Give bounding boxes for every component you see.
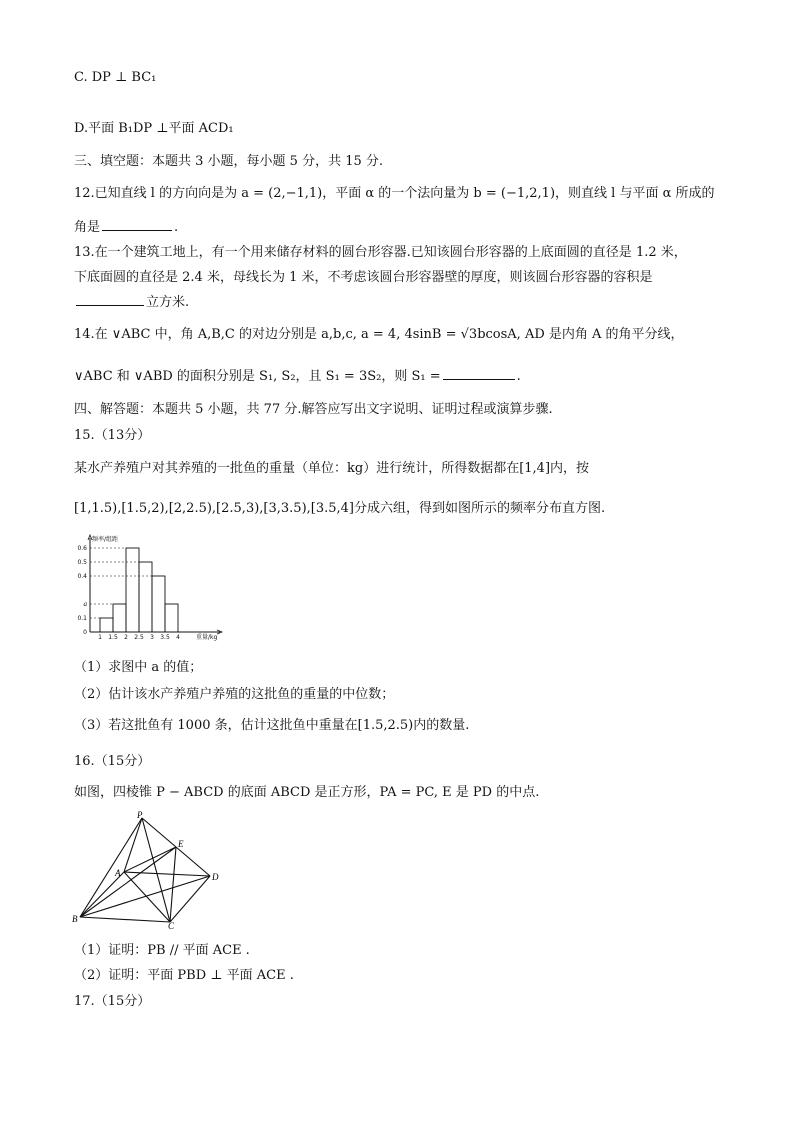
- histogram-x-tick: 1.5: [108, 634, 118, 641]
- histogram-y-tick: 0.4: [77, 573, 87, 580]
- vertex-b-label: B: [72, 914, 78, 924]
- histogram-y-tick: 0.5: [77, 559, 87, 566]
- q12-answer-blank[interactable]: [102, 229, 172, 231]
- option-c: C. DP ⊥ BC₁: [74, 70, 157, 85]
- q15-part2: （2）估计该水产养殖户养殖的这批鱼的重量的中位数；: [74, 687, 395, 702]
- histogram-ylabel: 频率/组距: [92, 536, 119, 543]
- histogram-x-tick: 1: [98, 634, 102, 641]
- q12-line1: 12.已知直线 l 的方向向是为 a = (2,−1,1)，平面 α 的一个法向量为 b = (−1,2,1)，则直线 l 与平面 α 所成的: [74, 186, 715, 201]
- histogram-bar: [152, 576, 165, 632]
- vertex-p-label: P: [137, 810, 143, 820]
- q16-part1: （1）证明：PB // 平面 ACE .: [74, 943, 250, 958]
- q14-line2: [74, 365, 521, 384]
- q15-text1: 某水产养殖户对其养殖的一批鱼的重量（单位：kg）进行统计，所得数据都在[1,4]内，按: [74, 461, 590, 476]
- histogram-x-tick: 4: [176, 634, 180, 641]
- histogram-y-tick: 0.6: [77, 545, 87, 552]
- q13-suffix: 立方米.: [146, 295, 190, 310]
- histogram-bar: [126, 548, 139, 632]
- q12-prefix: 角是: [74, 220, 101, 235]
- histogram-x-tick: 2: [124, 634, 128, 641]
- q16-header: 16.（15分）: [74, 754, 151, 769]
- vertex-a-label: A: [115, 868, 121, 878]
- q15-header: 15.（13分）: [74, 428, 151, 443]
- histogram-y-tick: 0.1: [77, 615, 87, 622]
- q14-prefix: ∨ABC 和 ∨ABD 的面积分别是 S₁, S₂，且 S₁ = 3S₂，则 S₁ =: [74, 369, 441, 384]
- histogram-x-tick: 3.5: [160, 634, 170, 641]
- vertex-e-label: E: [178, 839, 184, 849]
- histogram-bar: [100, 618, 113, 632]
- histogram-x-tick: 2.5: [134, 634, 144, 641]
- q14-answer-blank[interactable]: [443, 378, 515, 380]
- histogram-bar: [165, 604, 178, 632]
- histogram-x-tick: 3: [150, 634, 154, 641]
- q13-line3: [74, 291, 189, 310]
- histogram-bar: [139, 562, 152, 632]
- q14-suffix: .: [516, 369, 521, 384]
- section4-header: 四、解答题：本题共 5 小题，共 77 分.解答应写出文字说明、证明过程或演算步骤.: [74, 402, 553, 417]
- vertex-d-label: D: [212, 872, 219, 882]
- q17-header: 17.（15分）: [74, 994, 151, 1009]
- histogram-xlabel: 重量/kg: [196, 634, 218, 641]
- q13-answer-blank[interactable]: [76, 304, 144, 306]
- q12-suffix: .: [174, 220, 179, 235]
- option-d: D.平面 B₁DP ⊥平面 ACD₁: [74, 121, 234, 136]
- q14-line1: 14.在 ∨ABC 中，角 A,B,C 的对边分别是 a,b,c, a = 4, 4sinB = √3bcosA, AD 是内角 A 的角平分线，: [74, 327, 684, 342]
- q13-line1: 13.在一个建筑工地上，有一个用来储存材料的圆台形容器.已知该圆台形容器的上底面圆的直径是 1.2 米，: [74, 245, 687, 260]
- q15-part3: （3）若这批鱼有 1000 条，估计这批鱼中重量在[1.5,2.5)内的数量.: [74, 718, 470, 733]
- q12-line2: [74, 216, 178, 235]
- q15-part1: （1）求图中 a 的值；: [74, 660, 203, 675]
- q16-part2: （2）证明：平面 PBD ⊥ 平面 ACE .: [74, 968, 294, 983]
- section3-header: 三、填空题：本题共 3 小题，每小题 5 分，共 15 分.: [74, 154, 384, 169]
- histogram-bar: [113, 604, 126, 632]
- histogram-y-tick: 0: [83, 629, 87, 636]
- q16-text: 如图，四棱锥 P − ABCD 的底面 ABCD 是正方形，PA = PC, E 是 PD 的中点.: [74, 785, 540, 800]
- pyramid-figure: [70, 810, 230, 930]
- histogram-y-tick: a: [83, 600, 87, 608]
- vertex-c-label: C: [168, 921, 175, 930]
- q13-line2: 下底面圆的直径是 2.4 米，母线长为 1 米，不考虑该圆台形容器壁的厚度，则该圆台形容器的容积是: [74, 270, 653, 285]
- q15-text2: [1,1.5),[1.5,2),[2,2.5),[2.5,3),[3,3.5),[3.5,4]分成六组，得到如图所示的频率分布直方图.: [74, 501, 606, 516]
- frequency-histogram: [70, 532, 230, 644]
